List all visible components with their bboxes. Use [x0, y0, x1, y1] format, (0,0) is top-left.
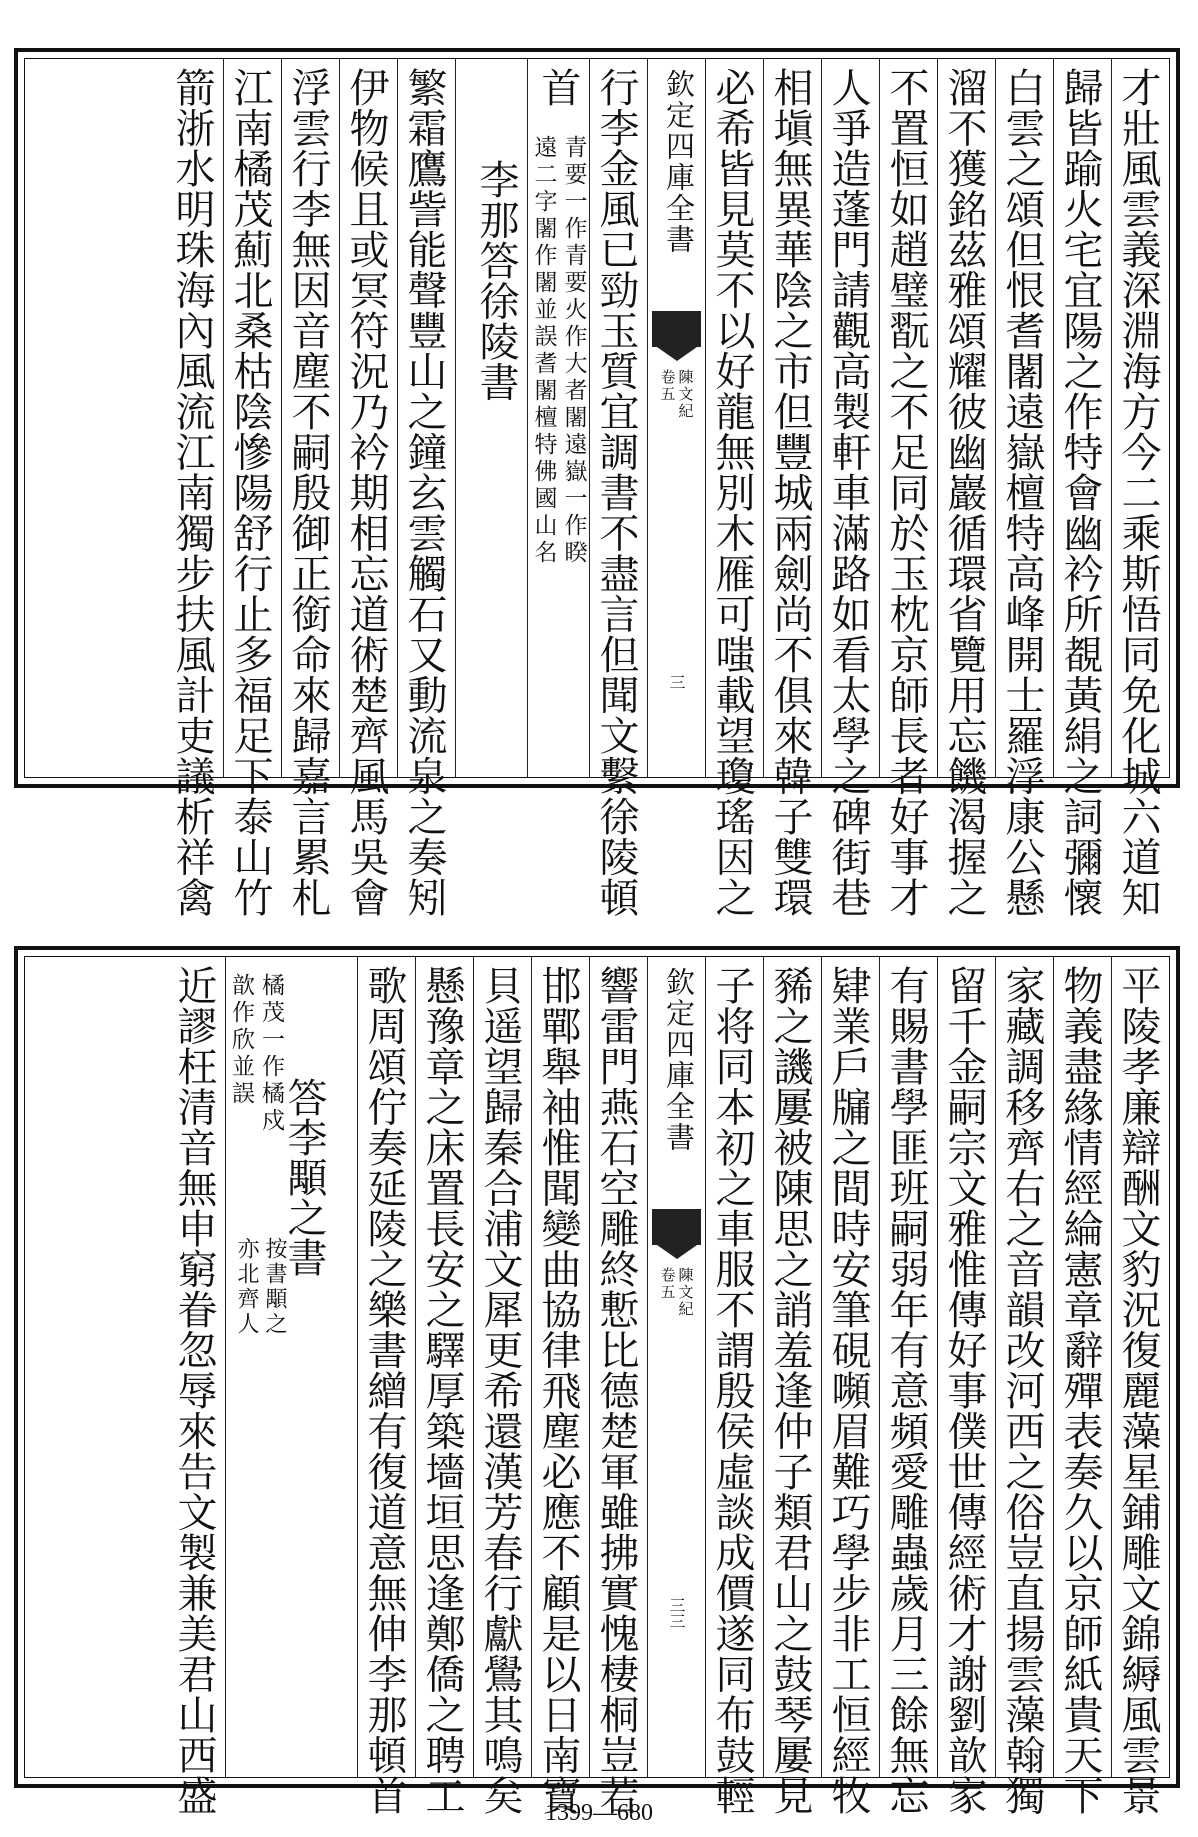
column-text: 伊物候且或冥符況乃衿期相忘道術楚齊風馬吳會 — [343, 67, 389, 918]
text-column — [1111, 59, 1169, 918]
note-line: 遠二字闍作闍並誤耆闍檀特佛國山名 — [530, 135, 557, 567]
column-text: 溜不獲銘茲雅頌耀彼幽巖循環省覽用忘饑渴握之 — [941, 67, 987, 918]
top-page — [14, 48, 1180, 918]
text-column — [879, 957, 937, 1816]
text-column — [589, 59, 647, 918]
note-line: 按書顒之 — [262, 1237, 287, 1337]
text-column — [879, 59, 937, 918]
text-column — [531, 957, 589, 1816]
text-column — [165, 59, 223, 918]
text-column — [1053, 957, 1111, 1816]
column-text: 相塡無異華陰之市但豐城兩劍尚不俱來韓子雙環 — [767, 67, 813, 918]
page-number: 三 — [667, 674, 686, 690]
column-text: 懸豫章之床置長安之驛厚築墻垣思逢鄭僑之聘工 — [419, 965, 465, 1816]
text-column — [223, 59, 281, 918]
volume-label-line: 卷五 — [658, 1267, 677, 1301]
note-line: 亦北齊人 — [234, 1237, 259, 1337]
text-column — [589, 957, 647, 1816]
text-column — [705, 957, 763, 1816]
text-column — [937, 957, 995, 1816]
column-text: 物義盡緣情經綸憲章辭殫表奏久以京師紙貴天下 — [1057, 965, 1103, 1816]
column-text: 箭浙水明珠海內風流江南獨步扶風計吏議析祥禽 — [169, 67, 215, 918]
page-footer-code: 1399—680 — [545, 1800, 653, 1826]
volume-label-line: 陳文紀 — [676, 369, 695, 420]
text-column — [1111, 957, 1169, 1816]
column-text: 必希皆見莫不以好龍無別木雁可嗤載望瓊瑤因之 — [709, 67, 755, 918]
book-title: 欽定四庫全書 — [662, 69, 696, 255]
column-text: 歸皆踰火宅宜陽之作特會幽衿所覩黃絹之詞彌懷 — [1057, 67, 1103, 918]
column-text: 子将同本初之車服不謂殷侯虛談成價遂同布鼓輕 — [709, 965, 755, 1816]
text-column — [937, 59, 995, 918]
text-column — [281, 59, 339, 918]
column-text: 才壯風雲義深淵海方今二乘斯悟同免化城六道知 — [1115, 67, 1161, 918]
note-line: 歆作欣並誤 — [228, 973, 254, 1108]
text-column — [821, 957, 879, 1816]
volume-label-line: 陳文紀 — [676, 1267, 695, 1318]
column-text: 近謬枉清音無申窮眷忽辱來告文製兼美君山西盛 — [171, 965, 217, 1816]
text-column — [1053, 59, 1111, 918]
column-text: 邯鄲舉袖惟聞變曲協律飛塵必應不顧是以日南寶 — [535, 965, 581, 1816]
column-text: 首 — [535, 67, 581, 108]
page-number: 三三 — [667, 1597, 686, 1629]
volume-label — [648, 369, 705, 420]
text-column — [995, 59, 1053, 918]
text-column — [763, 957, 821, 1816]
title-column — [455, 59, 527, 777]
column-text: 留千金嗣宗文雅惟傳好事僕世傳經術才謝劉歆家 — [941, 965, 987, 1816]
fish-tail-mark — [652, 1209, 701, 1245]
text-column — [167, 957, 225, 1816]
text-column — [473, 957, 531, 1816]
column-text: 繁霜鷹訾能聲豐山之鐘玄雲觸石又動流泉之奏矧 — [401, 67, 447, 918]
center-gutter — [647, 957, 705, 1777]
column-text: 江南橘茂薊北桑枯陰慘陽舒行止多福足下泰山竹 — [227, 67, 273, 918]
column-text: 白雲之頌但恨耆闍遠嶽檀特高峰開士羅浮康公懸 — [999, 67, 1045, 918]
volume-label-line: 卷五 — [658, 369, 677, 403]
text-column — [397, 59, 455, 918]
text-column — [821, 59, 879, 918]
top-page-columns — [24, 58, 1170, 918]
column-text: 浮雲行李無因音塵不嗣殷御正銜命來歸嘉言累札 — [285, 67, 331, 918]
center-gutter — [647, 59, 705, 777]
text-column — [995, 957, 1053, 1816]
column-text: 平陵孝廉辯酬文豹況復麗藻星鋪雕文錦縟風雲景 — [1115, 965, 1161, 1816]
letter-title: 答李顒之書 — [281, 1077, 327, 1277]
text-column — [763, 59, 821, 918]
column-text: 肄業戶牖之間時安筆硯嚬眉難巧學步非工恒經牧 — [825, 965, 871, 1816]
note-line: 青要一作青要火作大者闍遠嶽一作睽 — [560, 135, 587, 567]
fish-tail-mark — [652, 311, 701, 347]
column-text: 家藏調移齊右之音韻改河西之俗豈直揚雲藻翰獨 — [999, 965, 1045, 1816]
note-column — [527, 59, 589, 777]
text-column — [339, 59, 397, 918]
column-text: 有賜書學匪班嗣弱年有意頻愛雕蟲歲月三餘無忘 — [883, 965, 929, 1816]
column-text: 人爭造蓬門請觀高製軒車滿路如看太學之碑街巷 — [825, 67, 871, 918]
column-text: 豨之譏屢被陳思之誚羞逢仲子類君山之鼓琴屢見 — [767, 965, 813, 1816]
letter-title: 李那答徐陵書 — [473, 159, 519, 402]
column-text: 貝遥望歸秦合浦文犀更希還漢芳春行獻鷽其鳴矣 — [477, 965, 523, 1816]
text-column — [415, 957, 473, 1816]
note-line: 橘茂一作橘戍 — [258, 973, 284, 1135]
column-text: 響雷門燕石空雕終慙比德楚軍雖拂實愧棲桐豈若 — [593, 965, 639, 1816]
column-text: 不置恒如趙璧翫之不足同於玉枕京師長者好事才 — [883, 67, 929, 918]
double-line-note — [528, 135, 589, 767]
text-column — [705, 59, 763, 918]
column-text: 行李金風已勁玉質宜調書不盡言但聞文繫徐陵頓 — [593, 67, 639, 918]
book-title: 欽定四庫全書 — [662, 967, 696, 1153]
volume-label — [648, 1267, 705, 1318]
title-note — [232, 1237, 288, 1337]
title-note-column — [225, 957, 357, 1777]
column-text: 歌周頌佇奏延陵之樂書繒有復道意無伸李那頓首 — [361, 965, 407, 1816]
text-column — [357, 957, 415, 1816]
